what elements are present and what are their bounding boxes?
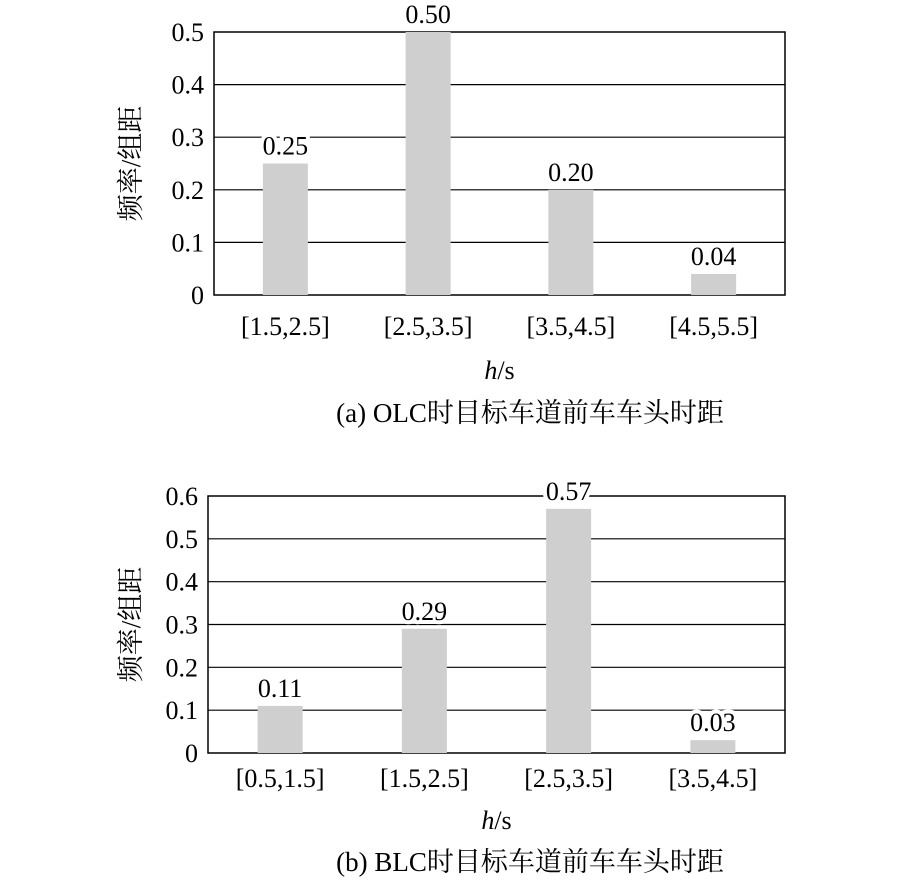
y-tick-label: 0.2 <box>171 175 204 205</box>
x-category-label: [2.5,3.5] <box>383 312 473 341</box>
y-tick-label: 0.4 <box>171 70 204 100</box>
x-axis-unit: /s <box>497 356 515 385</box>
y-tick-label: 0.3 <box>171 123 204 153</box>
y-tick-label: 0.3 <box>165 610 198 640</box>
x-axis-variable: h <box>484 356 498 385</box>
x-axis-label <box>481 806 511 835</box>
data-label: 0.04 <box>690 241 737 271</box>
bar <box>548 190 593 295</box>
bar <box>546 509 591 753</box>
y-axis-label: 频率/组距 <box>116 566 146 683</box>
x-category-label: [2.5,3.5] <box>524 764 614 793</box>
bar <box>263 164 308 296</box>
bar <box>258 706 303 753</box>
y-tick-label: 0.6 <box>165 482 198 511</box>
x-category-label: [1.5,2.5] <box>240 312 330 341</box>
x-category-label: [3.5,4.5] <box>526 312 616 341</box>
bar <box>691 274 736 295</box>
data-label: 0.25 <box>262 131 309 161</box>
x-category-label: [3.5,4.5] <box>668 764 758 793</box>
y-tick-label: 0.1 <box>165 696 198 726</box>
x-category-label: [4.5,5.5] <box>669 312 759 341</box>
data-label: 0.29 <box>401 596 448 626</box>
y-tick-label: 0.4 <box>165 567 198 597</box>
y-axis-label: 频率/组距 <box>116 105 146 222</box>
bar <box>690 740 735 753</box>
x-category-label: [1.5,2.5] <box>379 764 469 793</box>
x-category-label: [0.5,1.5] <box>235 764 325 793</box>
bar <box>406 32 451 295</box>
y-tick-label: 0.1 <box>171 228 204 258</box>
figure-caption: (a) OLC时目标车道前车车头时距 <box>336 398 724 428</box>
data-label: 0.20 <box>548 157 594 187</box>
data-label: 0.57 <box>545 476 592 506</box>
data-label: 0.11 <box>257 673 303 703</box>
y-tick-label: 0 <box>185 739 198 768</box>
x-axis-variable: h <box>481 806 495 835</box>
data-label: 0.50 <box>405 0 451 29</box>
x-axis-unit: /s <box>494 806 512 835</box>
y-tick-label: 0.2 <box>165 653 198 683</box>
y-tick-label: 0.5 <box>171 18 204 47</box>
x-axis-label <box>484 356 514 385</box>
data-label: 0.03 <box>690 708 736 738</box>
y-tick-label: 0 <box>191 281 204 310</box>
y-tick-label: 0.5 <box>165 524 198 554</box>
bar <box>402 629 447 753</box>
figure-caption: (b) BLC时目标车道前车车头时距 <box>336 847 724 877</box>
